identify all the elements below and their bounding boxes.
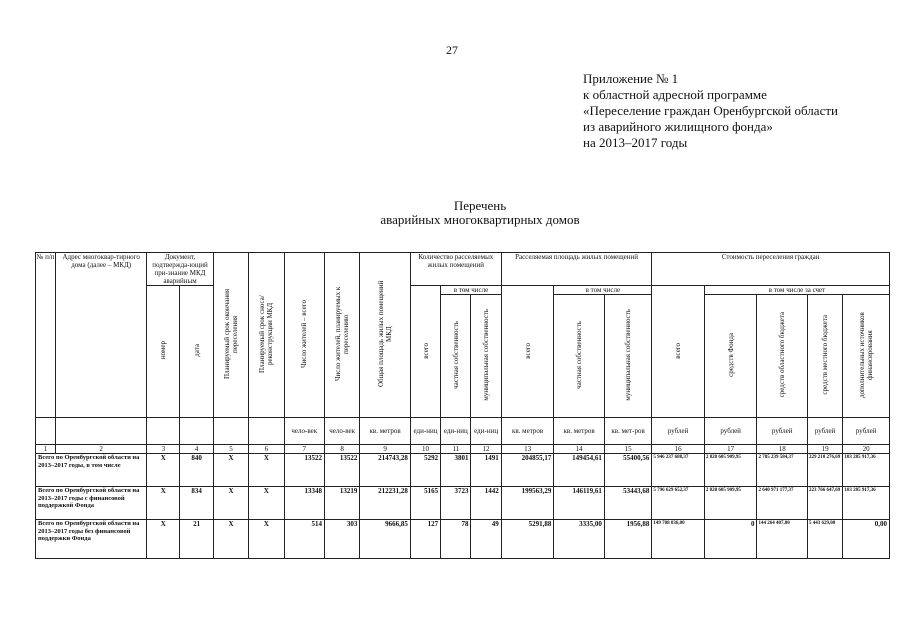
header-qty-private: частная собственность	[441, 295, 471, 418]
row-cell: 840	[180, 454, 213, 487]
document-subtitle: аварийных многоквартирных домов	[380, 212, 580, 227]
col-number: 3	[147, 445, 180, 454]
header-qty-total: всего	[410, 286, 440, 418]
appendix-line: «Переселение граждан Оренбургской области	[583, 103, 838, 118]
row-cell: 3335,00	[554, 520, 605, 559]
row-cell: X	[249, 520, 284, 559]
col-number: 2	[56, 445, 147, 454]
col-number: 7	[284, 445, 324, 454]
row-cell: 514	[284, 520, 324, 559]
row-cell: 13522	[324, 454, 359, 487]
row-cell: X	[147, 487, 180, 520]
header-num: № п/п	[36, 253, 56, 418]
col-number: 4	[180, 445, 213, 454]
row-cell: 78	[441, 520, 471, 559]
row-label: Всего по Оренбургской области на 2013–2017 годы, в том числе	[36, 454, 147, 487]
row-label: Всего по Оренбургской области на 2013–2017 годы с финансовой поддержкой Фонда	[36, 487, 147, 520]
unit-cell: еди-ниц	[441, 418, 471, 445]
header-cost-incl: в том числе за счет	[704, 286, 889, 295]
row-cell: 1442	[471, 487, 501, 520]
header-qty-incl: в том числе	[441, 286, 502, 295]
header-row-2	[36, 286, 890, 295]
header-total-area: Общая площадь жилых помещений МКД	[360, 253, 411, 418]
col-number: 17	[704, 445, 757, 454]
row-cell: 834	[180, 487, 213, 520]
row-cell: 0	[704, 520, 757, 559]
col-number: 19	[807, 445, 842, 454]
row-cell: 149 708 036,00	[652, 520, 705, 559]
row-cell: 3801	[441, 454, 471, 487]
table-row	[36, 487, 890, 520]
row-cell: 2 828 605 909,95	[704, 454, 757, 487]
row-cell: 13219	[324, 487, 359, 520]
unit-cell: рублей	[843, 418, 890, 445]
header-cost-local: средств местного бюджета	[807, 295, 842, 418]
row-cell: 303	[324, 520, 359, 559]
row-cell: 5291,88	[501, 520, 554, 559]
header-cost-regional: средств областного бюджета	[757, 295, 808, 418]
row-cell: 149454,61	[554, 454, 605, 487]
row-cell: 127	[410, 520, 440, 559]
col-number: 12	[471, 445, 501, 454]
row-label: Всего по Оренбургской области на 2013–2017 годы без финансовой поддержки Фонда	[36, 520, 147, 559]
unit-cell: еди-ниц	[471, 418, 501, 445]
page-number: 27	[446, 43, 458, 57]
col-number: 18	[757, 445, 808, 454]
row-cell: X	[213, 454, 248, 487]
header-area-group: Расселяемая площадь жилых помещений	[501, 253, 652, 286]
row-cell: 223 766 647,69	[807, 487, 842, 520]
col-number: 15	[604, 445, 651, 454]
unit-cell: рублей	[652, 418, 705, 445]
col-number: 10	[410, 445, 440, 454]
header-cost-group: Стоимость переселения граждан	[652, 253, 890, 286]
header-row-1	[36, 253, 890, 286]
header-residents-total: Число жителей – всего	[284, 253, 324, 418]
row-cell: 103 285 917,36	[843, 454, 890, 487]
header-area-private: частная собственность	[554, 295, 605, 418]
appendix-line: Приложение № 1	[583, 71, 679, 86]
table-row	[36, 454, 890, 487]
unit-cell: рублей	[704, 418, 757, 445]
unit-cell: рублей	[757, 418, 808, 445]
unit-cell: чело-век	[324, 418, 359, 445]
units-row	[36, 418, 890, 445]
row-cell: 214743,28	[360, 454, 411, 487]
header-area-municipal: муниципальная собственность	[604, 295, 651, 418]
col-number: 11	[441, 445, 471, 454]
row-cell: 3723	[441, 487, 471, 520]
row-cell: 5292	[410, 454, 440, 487]
row-cell: 0,00	[843, 520, 890, 559]
row-cell: X	[147, 520, 180, 559]
document-title: Перечень	[453, 198, 507, 213]
row-cell: 146119,61	[554, 487, 605, 520]
unit-cell	[249, 418, 284, 445]
row-cell: 13348	[284, 487, 324, 520]
row-cell: 49	[471, 520, 501, 559]
row-cell: 1491	[471, 454, 501, 487]
header-qty-group: Количество расселяемых жилых помещений	[410, 253, 501, 286]
appendix-line: на 2013–2017 годы	[583, 135, 688, 150]
row-cell: X	[249, 454, 284, 487]
row-cell: 55400,56	[604, 454, 651, 487]
col-number: 5	[213, 445, 248, 454]
unit-cell: кв. метров	[501, 418, 554, 445]
header-residents-planned: Число жителей, планируемых к переселению	[324, 253, 359, 418]
header-doc-date: дата	[180, 286, 213, 418]
header-planned-demolition: Планируемый срок сноса/реконструкции МКД	[249, 253, 284, 418]
column-numbers-row	[36, 445, 890, 454]
col-number: 1	[36, 445, 56, 454]
row-cell: 199563,29	[501, 487, 554, 520]
col-number: 8	[324, 445, 359, 454]
row-cell: X	[213, 520, 248, 559]
col-number: 16	[652, 445, 705, 454]
row-cell: 144 264 407,00	[757, 520, 808, 559]
row-cell: 103 285 917,36	[843, 487, 890, 520]
row-cell: X	[249, 487, 284, 520]
header-area-total: всего	[501, 286, 554, 418]
row-cell: X	[213, 487, 248, 520]
appendix-line: к областной адресной программе	[583, 87, 767, 102]
row-cell: 2 640 971 177,37	[757, 487, 808, 520]
header-area-incl: в том числе	[554, 286, 652, 295]
header-doc-number: номер	[147, 286, 180, 418]
row-cell: 53443,68	[604, 487, 651, 520]
col-number: 9	[360, 445, 411, 454]
unit-cell: еди-ниц	[410, 418, 440, 445]
unit-cell: рублей	[807, 418, 842, 445]
row-cell: 9666,85	[360, 520, 411, 559]
unit-cell	[147, 418, 180, 445]
header-address: Адрес многоквар-тирного дома (далее – МКД)	[56, 253, 147, 418]
table-row	[36, 520, 890, 559]
unit-cell	[213, 418, 248, 445]
col-number: 6	[249, 445, 284, 454]
unit-cell	[36, 418, 56, 445]
row-cell: 2 828 605 909,95	[704, 487, 757, 520]
row-cell: 5165	[410, 487, 440, 520]
unit-cell: кв. мет-ров	[604, 418, 651, 445]
unit-cell	[56, 418, 147, 445]
row-cell: 2 785 239 584,37	[757, 454, 808, 487]
col-number: 14	[554, 445, 605, 454]
row-cell: 5 946 237 688,37	[652, 454, 705, 487]
row-cell: 21	[180, 520, 213, 559]
row-cell: 1956,88	[604, 520, 651, 559]
row-cell: 13522	[284, 454, 324, 487]
unit-cell: кв. метров	[360, 418, 411, 445]
row-cell: 5 796 629 652,37	[652, 487, 705, 520]
header-planned-end: Планируемый срок окончания переселения	[213, 253, 248, 418]
header-cost-additional: дополнительных источников финансирования	[843, 295, 890, 418]
row-cell: X	[147, 454, 180, 487]
header-document: Документ, подтвержда-ющий при-знание МКД аварийным	[147, 253, 214, 286]
unit-cell: чело-век	[284, 418, 324, 445]
unit-cell: кв. метров	[554, 418, 605, 445]
emergency-houses-table	[35, 252, 890, 559]
row-cell: 204855,17	[501, 454, 554, 487]
col-number: 20	[843, 445, 890, 454]
appendix-block	[583, 71, 838, 151]
row-cell: 5 443 629,00	[807, 520, 842, 559]
unit-cell	[180, 418, 213, 445]
appendix-line: из аварийного жилищного фонда»	[583, 119, 773, 134]
header-qty-municipal: муниципальная собственность	[471, 295, 501, 418]
header-cost-fund: средств Фонда	[704, 295, 757, 418]
row-cell: 212231,28	[360, 487, 411, 520]
col-number: 13	[501, 445, 554, 454]
row-cell: 229 210 276,69	[807, 454, 842, 487]
header-cost-total: всего	[652, 286, 705, 418]
